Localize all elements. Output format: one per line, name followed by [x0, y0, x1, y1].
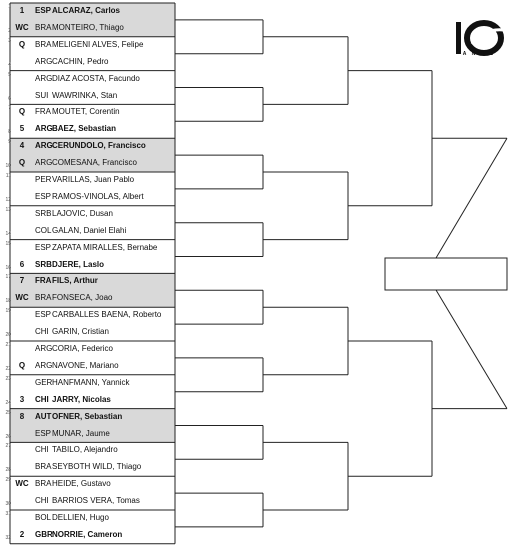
player-name: SEYBOTH WILD, Thiago [52, 462, 142, 472]
player-country: ARG [35, 344, 53, 353]
player-number: 10 [5, 163, 11, 170]
player-name: BAEZ, Sebastian [52, 124, 117, 134]
player-number: 22 [5, 365, 11, 372]
player-name: NAVONE, Mariano [52, 360, 119, 370]
player-row [0, 189, 175, 205]
player-seed: 8 [19, 411, 25, 421]
player-name: FONSECA, Joao [52, 293, 113, 303]
player-row [0, 88, 175, 104]
player-name: ALCARAZ, Carlos [52, 6, 121, 15]
player-country: GER [35, 377, 53, 387]
player-name: OFNER, Sebastian [52, 411, 123, 421]
player-seed: WC [15, 293, 29, 303]
final-connector [436, 138, 507, 258]
player-name: MUNAR, Jaume [52, 428, 110, 438]
player-name: JARRY, Nicolas [52, 394, 111, 404]
player-number: 9 [8, 139, 11, 146]
player-row [0, 273, 175, 289]
player-name: FILS, Arthur [52, 276, 98, 286]
player-row [0, 240, 175, 256]
player-name: BARRIOS VERA, Tomas [52, 496, 140, 506]
player-country: FRA [35, 107, 51, 117]
player-row [0, 138, 175, 154]
player-country: BRA [35, 462, 52, 472]
player-number: 11 [5, 173, 11, 179]
player-number: 21 [5, 342, 11, 348]
player-number: 23 [5, 375, 11, 382]
player-row [0, 290, 175, 306]
player-seed: 1 [19, 6, 25, 15]
player-seed: 7 [19, 276, 25, 286]
player-country: ESP [35, 6, 52, 15]
player-number: 27 [5, 443, 11, 450]
player-number: 31 [5, 511, 11, 517]
player-name: COMESANA, Francisco [52, 158, 137, 168]
player-name: CORIA, Federico [52, 344, 113, 353]
player-country: AUT [35, 411, 52, 421]
player-row [0, 358, 175, 374]
player-seed: Q [18, 39, 26, 49]
player-row [0, 442, 175, 458]
player-name: GARIN, Cristian [52, 327, 109, 337]
player-country: GBR [35, 529, 53, 539]
player-name: DELLIEN, Hugo [52, 513, 109, 522]
player-row [0, 527, 175, 543]
player-country: CHI [35, 496, 49, 506]
player-name: VARILLAS, Juan Pablo [52, 175, 135, 184]
player-row [0, 54, 175, 70]
player-country: BRA [35, 39, 52, 49]
player-country: ARG [35, 56, 53, 66]
player-number: 13 [5, 206, 11, 213]
player-row [0, 71, 175, 87]
player-row [0, 510, 175, 526]
player-country: CHI [35, 445, 49, 455]
player-country: ARG [35, 360, 53, 370]
player-country: FRA [35, 276, 52, 286]
player-seed: Q [18, 158, 26, 168]
player-row [0, 104, 175, 120]
player-row [0, 426, 175, 442]
player-row [0, 459, 175, 475]
player-number: 26 [5, 433, 11, 440]
player-name: CERUNDOLO, Francisco [52, 141, 146, 151]
player-number: 6 [8, 95, 11, 102]
final-connector [436, 290, 507, 409]
player-country: ESP [35, 242, 52, 252]
player-number: 1 [8, 4, 11, 10]
player-number: 5 [8, 71, 11, 78]
player-row [0, 392, 175, 408]
player-seed: 4 [19, 141, 25, 151]
player-country: ARG [35, 141, 53, 151]
player-name: DIAZ ACOSTA, Facundo [52, 73, 140, 83]
player-row [0, 493, 175, 509]
player-number: 15 [5, 240, 11, 247]
player-name: RAMOS-VINOLAS, Albert [52, 191, 144, 201]
player-country: CHI [35, 327, 49, 337]
player-country: BRA [35, 479, 52, 489]
player-seed: WC [15, 22, 29, 32]
player-number: 17 [5, 274, 11, 281]
player-number: 28 [5, 467, 11, 474]
player-number: 24 [5, 399, 11, 406]
player-row [0, 37, 175, 53]
player-number: 16 [5, 264, 11, 271]
player-country: ARG [35, 73, 53, 83]
player-number: 19 [5, 308, 11, 315]
player-number: 3 [8, 37, 11, 44]
player-row [0, 121, 175, 137]
player-name: HANFMANN, Yannick [52, 377, 130, 387]
player-row [0, 375, 175, 391]
player-seed: 3 [19, 394, 25, 404]
player-country: ARG [35, 124, 53, 134]
player-seed: Q [18, 107, 26, 117]
player-row [0, 172, 175, 188]
champion-box [385, 258, 507, 290]
player-number: 14 [5, 230, 11, 237]
player-name: DJERE, Laslo [52, 259, 105, 269]
player-country: CHI [35, 394, 49, 404]
player-number: 25 [5, 409, 11, 416]
player-name: MONTEIRO, Thiago [52, 22, 124, 32]
player-row [0, 476, 175, 492]
player-seed: 5 [19, 124, 25, 134]
player-name: CACHIN, Pedro [52, 56, 109, 66]
player-country: BOL [35, 513, 52, 522]
player-seed: 6 [19, 259, 25, 269]
player-name: NORRIE, Cameron [52, 529, 123, 539]
player-row [0, 257, 175, 273]
player-row [0, 223, 175, 239]
player-name: MELIGENI ALVES, Felipe [52, 39, 144, 49]
player-country: ESP [35, 310, 52, 320]
player-country: SRB [35, 259, 52, 269]
player-name: CARBALLES BAENA, Roberto [52, 310, 162, 320]
player-name: LAJOVIC, Dusan [52, 208, 113, 218]
player-name: ZAPATA MIRALLES, Bernabe [52, 242, 158, 252]
player-name: MOUTET, Corentin [52, 107, 120, 117]
player-country: ESP [35, 428, 52, 438]
logo-subtitle: A N O S [462, 51, 496, 57]
player-number: 30 [5, 501, 11, 508]
player-country: COL [35, 225, 52, 235]
player-row [0, 409, 175, 425]
player-seed: WC [15, 479, 29, 489]
player-name: WAWRINKA, Stan [52, 90, 118, 100]
player-country: BRA [35, 22, 52, 32]
player-number: 8 [8, 129, 11, 136]
player-row [0, 20, 175, 36]
player-number: 2 [8, 27, 11, 34]
player-country: SRB [35, 208, 52, 218]
player-number: 29 [5, 477, 11, 484]
player-name: TABILO, Alejandro [52, 445, 118, 455]
player-row [0, 206, 175, 222]
player-row [0, 155, 175, 171]
player-row [0, 3, 175, 19]
player-number: 4 [8, 61, 11, 68]
player-country: ESP [35, 191, 52, 201]
player-country: SUI [35, 90, 49, 100]
player-row [0, 341, 175, 357]
player-row [0, 307, 175, 323]
player-number: 18 [5, 298, 11, 305]
player-name: HEIDE, Gustavo [52, 479, 111, 489]
player-country: ARG [35, 158, 53, 168]
player-number: 7 [8, 105, 11, 112]
player-seed: Q [18, 360, 26, 370]
player-number: 12 [5, 196, 11, 203]
player-number: 32 [5, 534, 11, 541]
player-seed: 2 [19, 529, 25, 539]
player-row [0, 324, 175, 340]
player-country: BRA [35, 293, 52, 303]
player-number: 20 [5, 332, 11, 339]
player-name: GALAN, Daniel Elahi [52, 225, 127, 235]
player-country: PER [35, 175, 52, 184]
